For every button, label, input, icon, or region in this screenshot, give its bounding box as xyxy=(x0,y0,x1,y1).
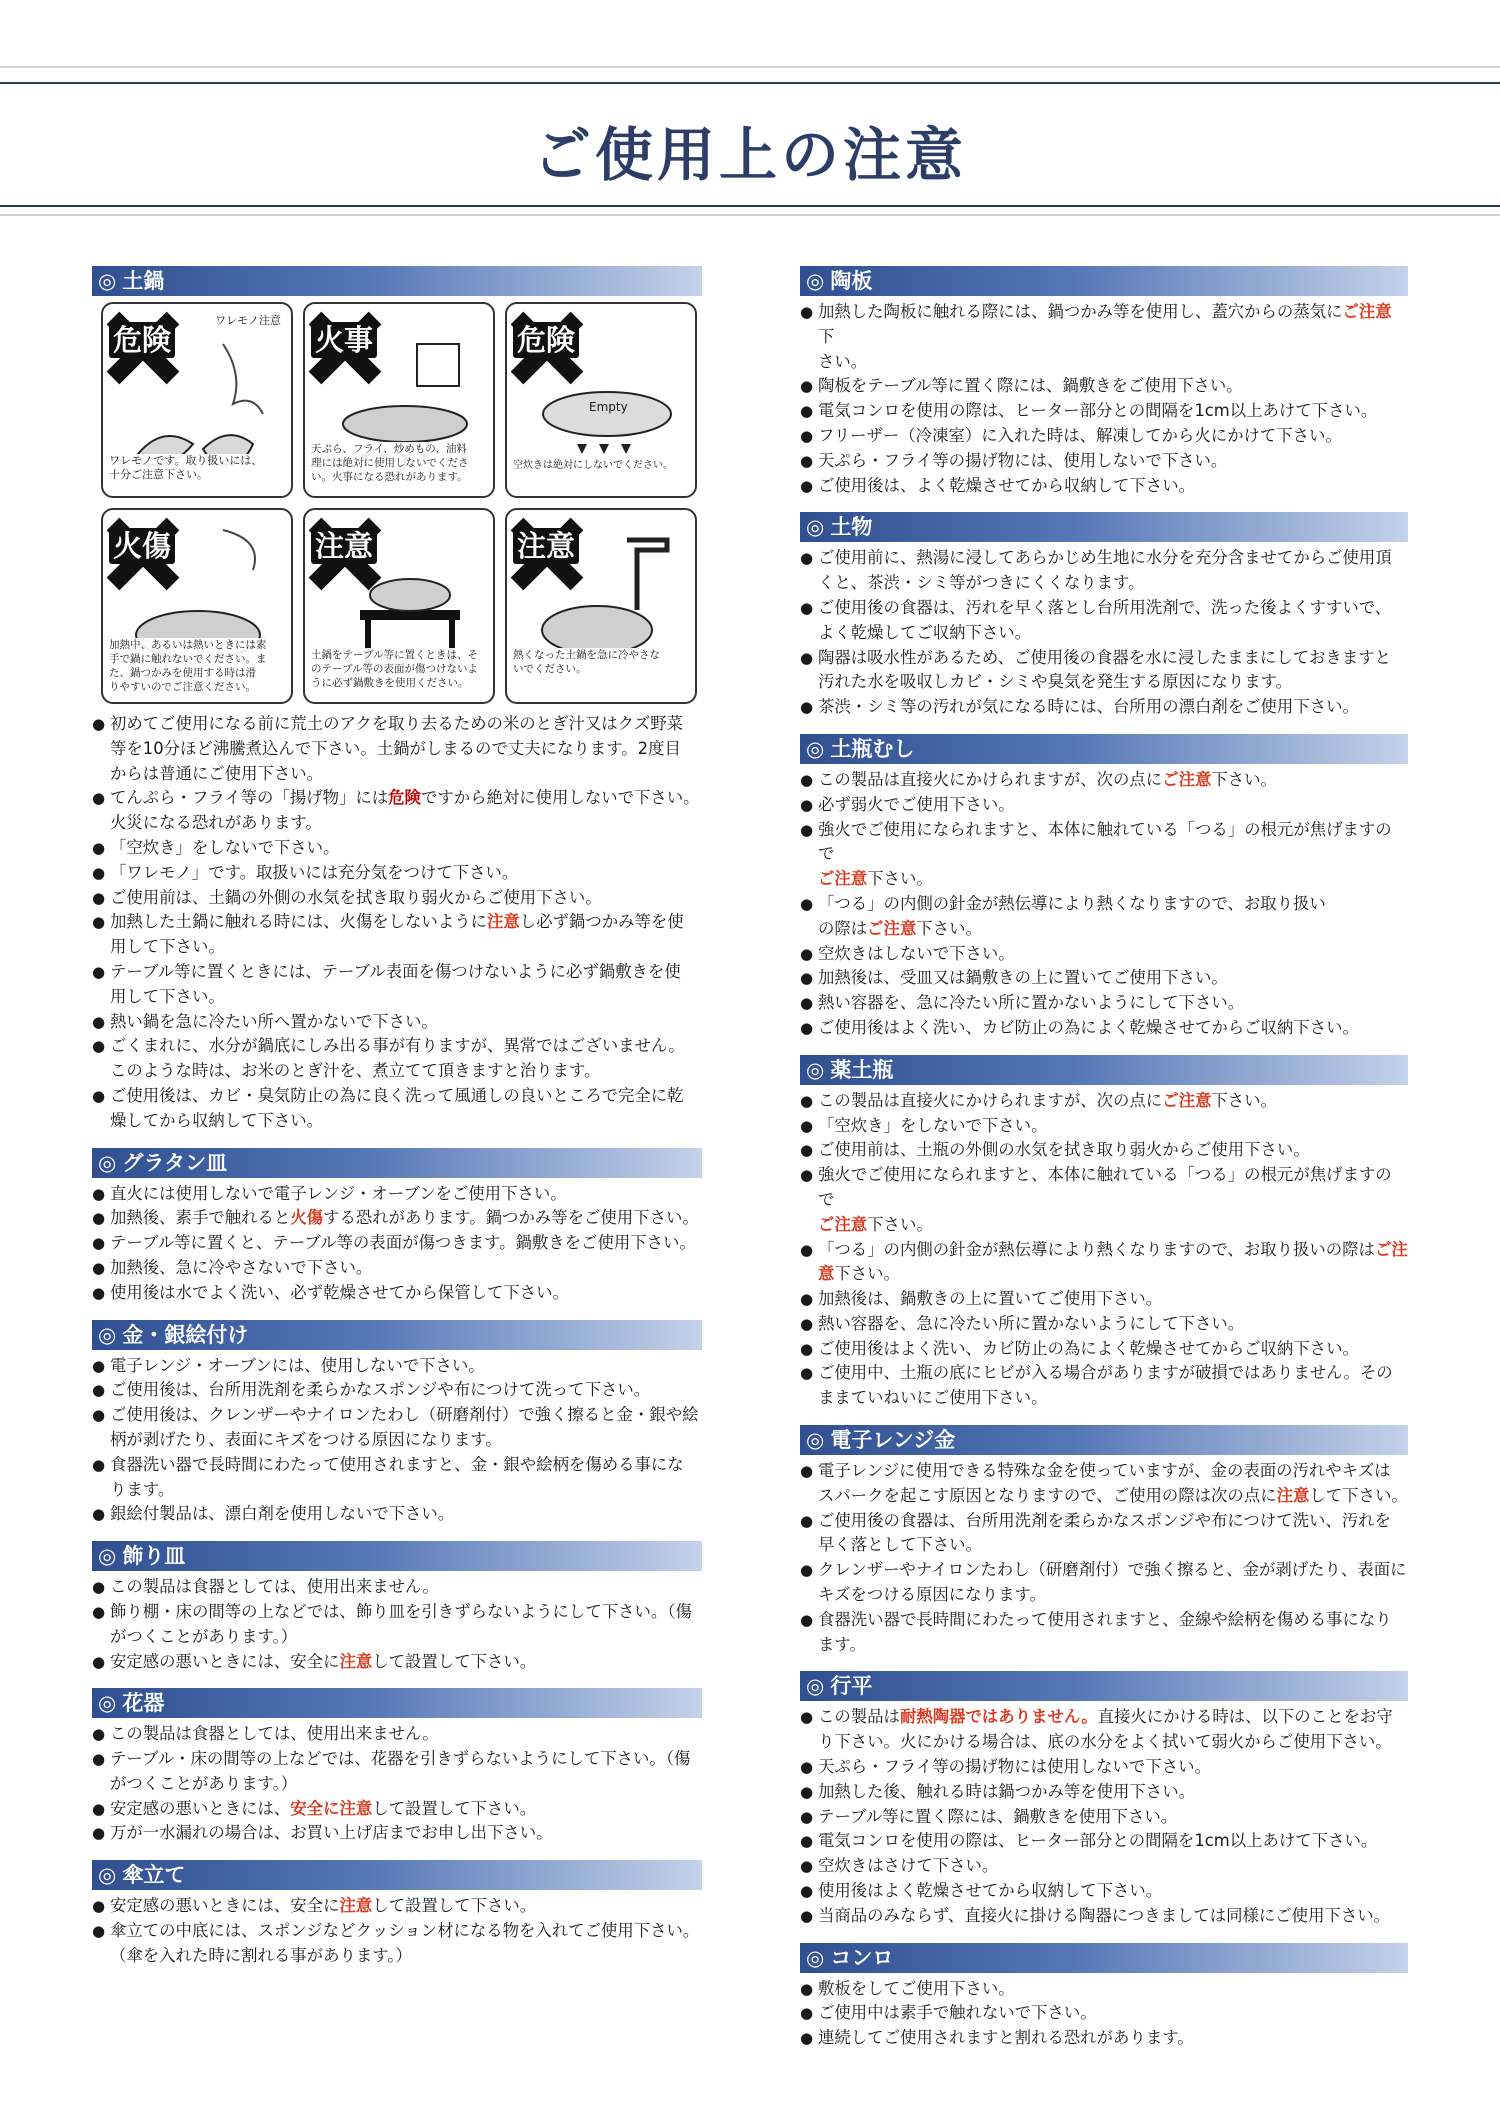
double-circle-icon: ◎ xyxy=(806,269,825,293)
notice-text: この製品は xyxy=(818,1707,900,1727)
notice-text: 陶板をテーブル等に置く際には、鍋敷きをご使用下さい。 xyxy=(818,376,1243,396)
double-circle-icon: ◎ xyxy=(806,736,825,761)
notice-text: 使用後はよく乾燥させてから収納して下さい。 xyxy=(818,1881,1163,1901)
notice-text: 電気コンロを使用の際は、ヒーター部分との間隔を1cm以上あけて下さい。 xyxy=(818,401,1378,421)
section-heading xyxy=(800,734,1408,764)
notice-item xyxy=(92,1502,702,1527)
notice-text: 下さい。 xyxy=(867,869,933,889)
caution-emphasis: 注意 xyxy=(339,1896,373,1916)
notice-item xyxy=(800,1138,1408,1163)
notice-text: する恐れがあります。鍋つかみ等をご使用下さい。 xyxy=(323,1208,699,1228)
notice-item xyxy=(92,1821,702,1846)
notice-text: 下さい。 xyxy=(916,918,982,938)
section-heading xyxy=(92,1320,702,1350)
caution-emphasis: 注意 xyxy=(486,912,520,932)
caution-emphasis: 危険 xyxy=(388,788,421,808)
notice-item xyxy=(92,1797,702,1822)
notice-text: 「空炊き」をしないで下さい。 xyxy=(110,837,340,857)
caution-emphasis: 火傷 xyxy=(290,1208,324,1228)
section-土物 xyxy=(800,512,1408,720)
notice-text: ご使用中、土瓶の底にヒビが入る場合がありますが破損ではありません。その ままていねいにご使用下さい。 xyxy=(818,1363,1393,1408)
section-陶板 xyxy=(800,266,1408,498)
caution-emphasis: 安全に注意 xyxy=(290,1798,373,1818)
section-傘立て xyxy=(92,1860,702,1968)
notice-text: 万が一水漏れの場合は、お買い上げ店までお申し出下さい。 xyxy=(110,1823,553,1843)
notice-text: 電気コンロを使用の際は、ヒーター部分との間隔を1cm以上あけて下さい。 xyxy=(818,1831,1378,1851)
notice-item xyxy=(800,793,1408,818)
notice-text: 「つる」の内側の針金が熱伝導により熱くなりますので、お取り扱いの際は xyxy=(818,1239,1375,1259)
notice-list xyxy=(800,1977,1408,2051)
notice-text: 電子レンジ・オーブンには、使用しないで下さい。 xyxy=(110,1355,485,1375)
notice-item xyxy=(92,1034,702,1084)
section-heading xyxy=(92,266,702,296)
caution-emphasis: 注意 xyxy=(1276,1485,1310,1505)
notice-text: 加熱後は、鍋敷きの上に置いてご使用下さい。 xyxy=(818,1289,1163,1309)
notice-item xyxy=(800,449,1408,474)
left-column xyxy=(92,266,702,1983)
warning-badge: 危険 xyxy=(513,322,579,358)
notice-item xyxy=(800,892,1408,942)
notice-text: 「空炊き」をしないで下さい。 xyxy=(818,1115,1048,1135)
notice-text: して設置して下さい。 xyxy=(372,1896,537,1916)
header-rule xyxy=(0,82,1500,84)
notice-item xyxy=(92,1354,702,1379)
notice-text: テーブル等に置くと、テーブル等の表面が傷つきます。鍋敷きをご使用下さい。 xyxy=(110,1233,696,1253)
section-heading xyxy=(800,1943,1408,1973)
notice-text: ですから絶対に使用しないで下さい。 火災になる恐れがあります。 xyxy=(110,788,700,833)
warning-badge: 注意 xyxy=(311,528,377,564)
caution-emphasis: ご注意 xyxy=(1342,302,1392,321)
notice-text: 安定感の悪いときには、 xyxy=(110,1798,291,1818)
notice-item xyxy=(92,786,702,836)
notice-text: ご使用後はよく洗い、カビ防止の為によく乾燥させてからご収納下さい。 xyxy=(818,1338,1359,1358)
notice-text: ご使用後は、よく乾燥させてから収納して下さい。 xyxy=(818,475,1195,495)
double-circle-icon: ◎ xyxy=(98,1691,117,1716)
notice-text: （傘を入れた時に割れる事があります。） xyxy=(110,1945,412,1965)
notice-text: 加熱後は、受皿又は鍋敷きの上に置いてご使用下さい。 xyxy=(818,968,1228,988)
notice-text: 加熱した後、触れる時は鍋つかみ等を使用下さい。 xyxy=(818,1781,1195,1801)
notice-text: 電子レンジに使用できる特殊な金を使っていますが、金の表面の汚れやキズは スパークを起こす原因となりますので、ご使用の際は次の点に xyxy=(818,1461,1391,1505)
warning-pictogram-card xyxy=(101,508,293,704)
section-花器 xyxy=(92,1688,702,1846)
section-title: 行平 xyxy=(830,1674,873,1699)
section-title: 土物 xyxy=(830,515,873,540)
section-heading xyxy=(92,1148,702,1178)
notice-item xyxy=(92,1600,702,1650)
section-title: 飾り皿 xyxy=(122,1544,186,1569)
notice-text: クレンザーやナイロンたわし（研磨剤付）で強く擦ると、金が剥げたり、表面に キズをつける原因になります。 xyxy=(818,1560,1407,1605)
notice-item xyxy=(800,966,1408,991)
notice-item xyxy=(800,1977,1408,2002)
header-rule-top xyxy=(0,66,1500,68)
double-circle-icon: ◎ xyxy=(806,1945,825,1970)
notice-item xyxy=(92,1453,702,1503)
notice-text: ごくまれに、水分が鍋底にしみ出る事が有りますが、異常ではございません。 このような時は、お米のとぎ汁を、煮立てて頂きますと治ります。 xyxy=(110,1036,685,1081)
notice-list xyxy=(800,768,1408,1041)
section-title: 傘立て xyxy=(122,1863,186,1888)
section-heading xyxy=(800,512,1408,542)
notice-list xyxy=(92,1575,702,1674)
notice-text: 下さい。 xyxy=(867,1214,933,1234)
notice-text: 熱い容器を、急に冷たい所に置かないようにして下さい。 xyxy=(818,1313,1245,1333)
section-title: 金・銀絵付け xyxy=(122,1322,249,1347)
notice-text: ご使用後は、カビ・臭気防止の為に良く洗って風通しの良いところで完全に乾 燥してから収納して下さい。 xyxy=(110,1085,684,1130)
notice-text: ご使用前は、土鍋の外側の水気を拭き取り弱火からご使用下さい。 xyxy=(110,887,602,907)
pictogram-caption: 天ぷら、フライ、炒めもの、油料 理には絶対に使用しないでくださ い。火事になる恐れがあります。 xyxy=(311,443,469,483)
notice-item xyxy=(800,546,1408,596)
section-電子レンジ金 xyxy=(800,1425,1408,1657)
notice-item xyxy=(800,1287,1408,1312)
double-circle-icon: ◎ xyxy=(806,1674,825,1699)
warning-badge: 火傷 xyxy=(109,528,175,564)
section-コンロ xyxy=(800,1943,1408,2051)
notice-item xyxy=(800,1361,1408,1411)
section-金・銀絵付け xyxy=(92,1320,702,1528)
notice-item xyxy=(92,1919,702,1944)
notice-item xyxy=(800,1805,1408,1830)
section-heading xyxy=(92,1860,702,1890)
notice-text: 茶渋・シミ等の汚れが気になる時には、台所用の漂白剤をご使用下さい。 xyxy=(818,697,1359,717)
notice-item xyxy=(800,2026,1408,2051)
section-title: 陶板 xyxy=(830,269,873,293)
notice-list xyxy=(800,1089,1408,1411)
section-heading xyxy=(800,1425,1408,1455)
notice-item xyxy=(92,1084,702,1134)
notice-item xyxy=(92,1722,702,1747)
section-heading xyxy=(92,1541,702,1571)
notice-list xyxy=(92,712,702,1134)
notice-text: テーブル等に置く際には、鍋敷きを使用下さい。 xyxy=(818,1806,1178,1826)
notice-item xyxy=(92,1182,702,1207)
notice-text: ご使用後はよく洗い、カビ防止の為によく乾燥させてからご収納下さい。 xyxy=(818,1017,1359,1037)
notice-text: 銀絵付製品は、漂白剤を使用しないで下さい。 xyxy=(110,1504,455,1524)
notice-text: この製品は直接火にかけられますが、次の点に xyxy=(818,769,1163,789)
section-heading xyxy=(800,1055,1408,1085)
notice-text: 食器洗い器で長時間にわたって使用されますと、金・銀や絵柄を傷める事にな ります。 xyxy=(110,1454,684,1499)
notice-text: して下さい。 xyxy=(1309,1485,1408,1505)
notice-item xyxy=(92,1894,702,1919)
warning-icon-grid xyxy=(101,302,702,704)
notice-text: 熱い鍋を急に冷たい所へ置かないで下さい。 xyxy=(110,1011,438,1031)
warning-pictogram-card xyxy=(505,508,697,704)
warning-badge: 危険 xyxy=(109,322,175,358)
section-title: コンロ xyxy=(830,1945,894,1970)
caution-emphasis: ご注 意 xyxy=(818,1239,1408,1284)
notice-item xyxy=(800,1879,1408,1904)
double-circle-icon: ◎ xyxy=(806,1057,825,1082)
notice-text: 下 さい。 xyxy=(818,326,868,371)
notice-item xyxy=(92,1403,702,1453)
notice-text: 加熱後、急に冷やさないで下さい。 xyxy=(110,1257,373,1277)
notice-text: 加熱後、素手で触れると xyxy=(110,1208,291,1228)
notice-text: ご使用後は、クレンザーやナイロンたわし（研磨剤付）で強く擦ると金・銀や絵 柄が剥げたり、表面にキズをつける原因になります。 xyxy=(110,1405,699,1449)
notice-list xyxy=(92,1894,702,1968)
warning-pictogram-card xyxy=(505,302,697,498)
notice-item xyxy=(92,1231,702,1256)
notice-item xyxy=(92,836,702,861)
notice-item xyxy=(800,300,1408,374)
caution-emphasis: 耐熱陶器ではありません。 xyxy=(899,1707,1098,1727)
section-薬土瓶 xyxy=(800,1055,1408,1411)
notice-item xyxy=(800,1337,1408,1362)
notice-item xyxy=(800,1089,1408,1114)
notice-item xyxy=(92,960,702,1010)
notice-text: 食器洗い器で長時間にわたって使用されますと、金線や絵柄を傷める事になり ます。 xyxy=(818,1609,1392,1654)
notice-text: 空炊きはしないで下さい。 xyxy=(818,943,1015,963)
notice-text: 使用後は水でよく洗い、必ず乾燥させてから保管して下さい。 xyxy=(110,1282,569,1302)
notice-text: 「つる」の内側の針金が熱伝導により熱くなりますので、お取り扱い の際は xyxy=(818,893,1326,938)
section-土鍋 xyxy=(92,266,702,1134)
notice-item xyxy=(800,1016,1408,1041)
notice-text: 初めてご使用になる前に荒土のアクを取り去るための米のとぎ汁又はクズ野菜 等を10分ほど沸騰煮込んで下さい。土鍋がしまるので丈夫になります。2度目 からは普通にご使用下さい。 xyxy=(110,714,684,783)
notice-item xyxy=(800,1163,1408,1237)
section-heading xyxy=(92,1688,702,1718)
page-title: ご使用上の注意 xyxy=(532,121,967,189)
notice-item xyxy=(800,1509,1408,1559)
notice-item xyxy=(800,596,1408,646)
notice-item xyxy=(92,861,702,886)
notice-text: 当商品のみならず、直接火に掛ける陶器につきましては同様にご使用下さい。 xyxy=(818,1905,1391,1925)
notice-item xyxy=(92,910,702,960)
notice-text: 下さい。 xyxy=(834,1264,900,1284)
notice-list xyxy=(92,1354,702,1528)
notice-list xyxy=(800,546,1408,720)
empty-label: Empty xyxy=(589,400,628,414)
notice-list xyxy=(800,1459,1408,1657)
pictogram-caption: 土鍋をテーブル等に置くときは、そ のテーブル等の表面が傷つけないよ うに必ず鍋敷きを使用ください。 xyxy=(311,649,479,689)
notice-item xyxy=(92,1575,702,1600)
notice-text: して設置して下さい。 xyxy=(372,1651,537,1671)
notice-list xyxy=(800,1705,1408,1928)
notice-text: 連続してご使用されますと割れる恐れがあります。 xyxy=(818,2028,1194,2048)
notice-text: 加熱した土鍋に触れる時には、火傷をしないように xyxy=(110,912,487,932)
notice-text: ご使用中は素手で触れないで下さい。 xyxy=(818,2003,1097,2023)
section-title: 土瓶むし xyxy=(830,736,915,761)
notice-text: 必ず弱火でご使用下さい。 xyxy=(818,794,1015,814)
notice-item xyxy=(800,1312,1408,1337)
notice-item xyxy=(800,1459,1408,1509)
notice-item xyxy=(92,1650,702,1675)
notice-text: 「ワレモノ」です。取扱いには充分気をつけて下さい。 xyxy=(110,862,519,882)
caution-emphasis: ご注意 xyxy=(1162,1090,1212,1110)
notice-text: 天ぷら・フライ等の揚げ物には使用しないで下さい。 xyxy=(818,1757,1211,1777)
double-circle-icon: ◎ xyxy=(806,1428,825,1453)
notice-text: 熱い容器を、急に冷たい所に置かないようにして下さい。 xyxy=(818,993,1245,1013)
section-title: 花器 xyxy=(122,1691,165,1716)
notice-item xyxy=(800,1238,1408,1288)
warning-pictogram-card xyxy=(303,508,495,704)
right-column xyxy=(800,266,1408,2065)
notice-item xyxy=(92,1378,702,1403)
notice-text: ご使用前に、熱湯に浸してあらかじめ生地に水分を充分含ませてからご使用頂 くと、茶渋・シミ等がつきにくくなります。 xyxy=(818,548,1392,593)
section-title: 土鍋 xyxy=(122,269,165,293)
notice-text: 加熱した陶板に触れる際には、鍋つかみ等を使用し、蓋穴からの蒸気に xyxy=(818,302,1343,321)
notice-item xyxy=(800,399,1408,424)
double-circle-icon: ◎ xyxy=(98,1322,117,1347)
caution-emphasis: ご注意 xyxy=(1162,769,1212,789)
notice-text: フリーザー（冷凍室）に入れた時は、解凍してから火にかけて下さい。 xyxy=(818,425,1342,445)
notice-item xyxy=(800,1705,1408,1755)
notice-text: 直火には使用しないで電子レンジ・オーブンをご使用下さい。 xyxy=(110,1183,567,1203)
notice-text: し必ず鍋つかみ等を使 用して下さい。 xyxy=(110,912,684,957)
notice-item xyxy=(92,886,702,911)
notice-text: 天ぷら・フライ等の揚げ物には、使用しないで下さい。 xyxy=(818,450,1228,470)
notice-item xyxy=(92,1010,702,1035)
notice-text: 下さい。 xyxy=(1211,1090,1277,1110)
double-circle-icon: ◎ xyxy=(98,1150,117,1175)
notice-item xyxy=(800,1558,1408,1608)
notice-item xyxy=(800,1114,1408,1139)
section-土瓶むし xyxy=(800,734,1408,1041)
notice-item xyxy=(800,374,1408,399)
caution-emphasis: 注意 xyxy=(339,1651,373,1671)
notice-text: テーブル・床の間等の上などでは、花器を引きずらないようにして下さい。（傷 がつくことがあります。） xyxy=(110,1749,691,1793)
section-title: 薬土瓶 xyxy=(830,1057,894,1082)
notice-item xyxy=(800,1904,1408,1929)
notice-text: ご使用前は、土瓶の外側の水気を拭き取り弱火からご使用下さい。 xyxy=(818,1140,1310,1160)
pictogram-caption: 加熱中、あるいは熱いときには素 手で鍋に触れないでください。ま た、鍋つかみを使用する時は滑 りやすいのでご注意ください。 xyxy=(109,639,267,693)
notice-text: この製品は食器としては、使用出来ません。 xyxy=(110,1724,439,1744)
notice-text: ご使用後の食器は、汚れを早く落とし台所用洗剤で、洗った後よくすすいで、 よく乾燥してご収納下さい。 xyxy=(818,597,1392,642)
notice-text: てんぷら・フライ等の「揚げ物」には xyxy=(110,788,389,808)
notice-item xyxy=(800,1829,1408,1854)
notice-text: 陶器は吸水性があるため、ご使用後の食器を水に浸したままにしておきますと 汚れた水を吸収しカビ・シミや臭気を発生する原因になります。 xyxy=(818,647,1392,692)
double-circle-icon: ◎ xyxy=(98,1544,117,1569)
notice-text: 強火でご使用になられますと、本体に触れている「つる」の根元が焦げますので xyxy=(818,819,1392,864)
notice-item xyxy=(800,1854,1408,1879)
notice-item xyxy=(800,1780,1408,1805)
notice-item xyxy=(92,1281,702,1306)
section-heading xyxy=(800,266,1408,296)
caution-emphasis: ご注意 xyxy=(818,869,868,889)
notice-text: 直接火にかける時は、以下のことをお守 り下さい。火にかける場合は、底の水分をよく拭いて弱火からご使用下さい。 xyxy=(818,1707,1393,1752)
notice-item xyxy=(92,712,702,786)
notice-text: 飾り棚・床の間等の上などでは、飾り皿を引きずらないようにして下さい。（傷 がつくことがあります。） xyxy=(110,1601,692,1646)
notice-item xyxy=(800,2001,1408,2026)
notice-text: ご使用後の食器は、台所用洗剤を柔らかなスポンジや布につけて洗い、汚れを 早く落として下さい。 xyxy=(818,1510,1391,1555)
notice-text: ご使用後は、台所用洗剤を柔らかなスポンジや布につけて洗って下さい。 xyxy=(110,1380,651,1400)
header-rule xyxy=(0,205,1500,207)
notice-text: この製品は食器としては、使用出来ません。 xyxy=(110,1577,439,1597)
notice-text: 空炊きはさけて下さい。 xyxy=(818,1856,999,1876)
warning-badge: 火事 xyxy=(311,322,377,358)
warning-pictogram-card xyxy=(303,302,495,498)
section-グラタン皿 xyxy=(92,1148,702,1306)
pictogram-caption: 熱くなった土鍋を急に冷やさな いでください。 xyxy=(513,649,660,675)
notice-list xyxy=(800,300,1408,498)
notice-text: この製品は直接火にかけられますが、次の点に xyxy=(818,1090,1163,1110)
section-飾り皿 xyxy=(92,1541,702,1674)
notice-text: 安定感の悪いときには、安全に xyxy=(110,1651,340,1671)
notice-text: して設置して下さい。 xyxy=(372,1798,537,1818)
notice-list xyxy=(92,1722,702,1846)
notice-item xyxy=(800,1608,1408,1658)
header-rule-bottom xyxy=(0,214,1500,216)
notice-list xyxy=(92,1182,702,1306)
notice-item xyxy=(800,474,1408,499)
notice-text: 敷板をしてご使用下さい。 xyxy=(818,1978,1015,1998)
notice-item xyxy=(92,1206,702,1231)
notice-item xyxy=(800,695,1408,720)
double-circle-icon: ◎ xyxy=(98,269,117,293)
notice-text: 強火でご使用になられますと、本体に触れている「つる」の根元が焦げますので xyxy=(818,1165,1392,1209)
notice-item xyxy=(800,768,1408,793)
notice-item xyxy=(800,646,1408,696)
section-heading xyxy=(800,1671,1408,1701)
pictogram-caption: ワレモノです。取り扱いには、 十分ご注意下さい。 xyxy=(109,454,263,481)
notice-text: テーブル等に置くときには、テーブル表面を傷つけないように必ず鍋敷きを使 用して下さい。 xyxy=(110,961,681,1006)
section-title: グラタン皿 xyxy=(122,1150,228,1175)
notice-text: 下さい。 xyxy=(1211,769,1277,789)
notice-item xyxy=(92,1944,702,1969)
notice-item xyxy=(800,424,1408,449)
double-circle-icon: ◎ xyxy=(806,515,825,540)
caution-emphasis: ご注意 xyxy=(818,1214,868,1234)
notice-item xyxy=(92,1256,702,1281)
double-circle-icon: ◎ xyxy=(98,1863,117,1888)
notice-item xyxy=(800,942,1408,967)
notice-item xyxy=(800,991,1408,1016)
section-title: 電子レンジ金 xyxy=(830,1428,956,1453)
notice-item xyxy=(800,1755,1408,1780)
notice-item xyxy=(92,1747,702,1797)
warning-pictogram-card xyxy=(101,302,293,498)
notice-item xyxy=(800,818,1408,892)
section-行平 xyxy=(800,1671,1408,1928)
fragile-note: ワレモノ注意 xyxy=(215,314,281,327)
notice-text: 傘立ての中底には、スポンジなどクッション材になる物を入れてご使用下さい。 xyxy=(110,1921,700,1941)
warning-badge: 注意 xyxy=(513,528,579,564)
caution-emphasis: ご注意 xyxy=(867,918,917,938)
notice-text: 安定感の悪いときには、安全に xyxy=(110,1896,340,1916)
pictogram-caption: 空炊きは絶対にしないでください。 xyxy=(513,460,673,471)
